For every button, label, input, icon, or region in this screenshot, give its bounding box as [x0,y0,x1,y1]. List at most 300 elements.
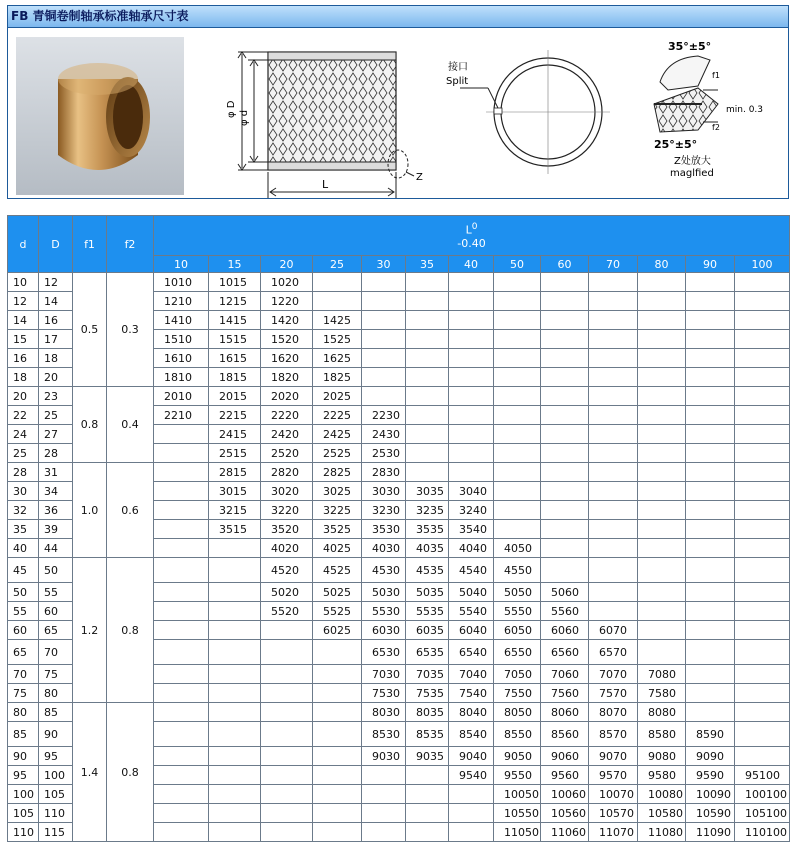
cell-part-number [494,330,541,349]
f1-label: f1 [712,71,720,80]
cell-part-number [735,330,790,349]
cell-part-number: 9090 [686,747,735,766]
cell-d: 35 [8,520,39,539]
table-row [8,703,790,722]
cell-part-number [589,558,638,583]
cell-part-number [209,766,261,785]
cell-part-number: 10590 [686,804,735,823]
cell-part-number [494,406,541,425]
cell-f1: 1.2 [73,558,107,703]
cell-part-number: 2820 [261,463,313,482]
cell-part-number [638,621,686,640]
L-upper-tolerance: 0 [471,222,478,233]
cell-part-number [261,785,313,804]
cell-part-number [589,425,638,444]
cell-part-number [638,558,686,583]
cell-part-number [449,273,494,292]
cell-part-number [406,311,449,330]
cell-part-number: 7080 [638,665,686,684]
cell-part-number [589,539,638,558]
cell-part-number [449,785,494,804]
cell-part-number [541,330,589,349]
cell-part-number [735,406,790,425]
cell-D: 25 [39,406,73,425]
cell-part-number: 5020 [261,583,313,602]
cell-part-number: 9550 [494,766,541,785]
cell-part-number: 9560 [541,766,589,785]
cell-part-number [735,558,790,583]
cell-D: 85 [39,703,73,722]
cell-part-number [362,273,406,292]
cell-part-number: 2210 [154,406,209,425]
cell-part-number: 4030 [362,539,406,558]
cell-part-number [541,539,589,558]
z-detail-cn: Z处放大 [674,156,711,167]
cell-part-number: 1020 [261,273,313,292]
cell-D: 115 [39,823,73,842]
cell-d: 22 [8,406,39,425]
cell-d: 40 [8,539,39,558]
cell-d: 105 [8,804,39,823]
split-label-cn: 接口 [448,62,468,73]
cell-part-number: 5035 [406,583,449,602]
cell-part-number: 3520 [261,520,313,539]
cell-part-number [638,273,686,292]
cell-part-number [154,621,209,640]
cell-part-number [735,311,790,330]
cell-d: 70 [8,665,39,684]
cell-part-number: 11050 [494,823,541,842]
cell-part-number [406,425,449,444]
cell-part-number [154,558,209,583]
cell-d: 32 [8,501,39,520]
length-header-70: 70 [589,256,638,273]
cell-part-number [541,311,589,330]
cell-part-number: 5025 [313,583,362,602]
cell-part-number [261,621,313,640]
f2-label: f2 [712,123,720,132]
cell-part-number [735,501,790,520]
cell-part-number: 8550 [494,722,541,747]
cell-part-number [541,349,589,368]
cell-part-number: 2415 [209,425,261,444]
cell-part-number [406,406,449,425]
cell-part-number: 2825 [313,463,362,482]
cell-part-number: 8580 [638,722,686,747]
cell-d: 18 [8,368,39,387]
cell-D: 14 [39,292,73,311]
cell-part-number: 7050 [494,665,541,684]
cell-part-number: 7550 [494,684,541,703]
cell-part-number [589,330,638,349]
cell-part-number [313,747,362,766]
cell-part-number [735,703,790,722]
cell-part-number [686,406,735,425]
cell-part-number [406,463,449,482]
cell-part-number: 8035 [406,703,449,722]
cell-part-number: 10060 [541,785,589,804]
cell-part-number: 11060 [541,823,589,842]
cell-part-number: 5560 [541,602,589,621]
cell-part-number [638,520,686,539]
cell-part-number [494,520,541,539]
length-header-60: 60 [541,256,589,273]
cell-part-number [209,539,261,558]
cell-D: 23 [39,387,73,406]
cell-part-number [313,665,362,684]
cell-part-number [406,387,449,406]
cell-part-number [154,747,209,766]
cell-part-number [261,766,313,785]
cell-part-number [362,785,406,804]
cell-part-number: 1415 [209,311,261,330]
cell-part-number [735,640,790,665]
cell-part-number: 1615 [209,349,261,368]
cell-part-number [154,722,209,747]
cell-d: 24 [8,425,39,444]
cell-part-number: 4520 [261,558,313,583]
cell-part-number [494,368,541,387]
cell-d: 75 [8,684,39,703]
cell-part-number [541,387,589,406]
dimension-table-wrapper [7,215,789,842]
cell-part-number [686,444,735,463]
cell-part-number [638,602,686,621]
cell-part-number [313,785,362,804]
cell-part-number: 7570 [589,684,638,703]
cell-part-number [686,482,735,501]
cell-part-number [362,292,406,311]
cell-part-number [541,406,589,425]
header-panel [7,5,789,199]
cell-f2: 0.6 [107,463,154,558]
cell-part-number [209,602,261,621]
cell-part-number [686,583,735,602]
cell-f2: 0.8 [107,558,154,703]
cell-part-number [449,444,494,463]
cell-part-number [686,463,735,482]
cell-part-number [261,703,313,722]
length-header-80: 80 [638,256,686,273]
cell-part-number [735,273,790,292]
cell-part-number: 1410 [154,311,209,330]
cell-part-number: 100100 [735,785,790,804]
cell-part-number: 5050 [494,583,541,602]
cell-D: 18 [39,349,73,368]
cell-part-number: 1825 [313,368,362,387]
cell-part-number: 10090 [686,785,735,804]
cell-part-number: 4535 [406,558,449,583]
cell-d: 16 [8,349,39,368]
cell-part-number [638,640,686,665]
cell-part-number [735,349,790,368]
cell-part-number [154,583,209,602]
cell-part-number: 6050 [494,621,541,640]
cell-part-number [406,349,449,368]
cell-part-number: 1010 [154,273,209,292]
cell-part-number [209,747,261,766]
cell-part-number [494,482,541,501]
cell-d: 95 [8,766,39,785]
cell-part-number [406,766,449,785]
angle-bottom-label: 25°±5° [654,138,698,151]
angle-top-label: 35°±5° [668,40,712,53]
cell-part-number: 2520 [261,444,313,463]
cell-part-number [362,311,406,330]
cell-part-number: 8040 [449,703,494,722]
min-label: min. 0.3 [726,105,764,115]
cell-D: 80 [39,684,73,703]
cell-part-number [686,539,735,558]
cell-part-number: 1510 [154,330,209,349]
cell-D: 50 [39,558,73,583]
cell-part-number [541,292,589,311]
cell-part-number: 6025 [313,621,362,640]
cell-part-number [406,292,449,311]
cell-part-number: 3525 [313,520,362,539]
cell-d: 30 [8,482,39,501]
cell-part-number [154,684,209,703]
cell-part-number [638,292,686,311]
cell-part-number: 95100 [735,766,790,785]
cell-part-number: 7060 [541,665,589,684]
cell-part-number [494,349,541,368]
cell-part-number [735,722,790,747]
cell-part-number [449,387,494,406]
cell-part-number [406,804,449,823]
cell-part-number [313,640,362,665]
cell-part-number: 6550 [494,640,541,665]
cell-part-number [589,602,638,621]
cell-D: 39 [39,520,73,539]
cell-part-number [313,766,362,785]
cell-part-number: 2815 [209,463,261,482]
cell-part-number: 9080 [638,747,686,766]
cell-part-number [154,785,209,804]
cell-part-number: 1815 [209,368,261,387]
cell-d: 50 [8,583,39,602]
cell-part-number: 3020 [261,482,313,501]
table-row [8,463,790,482]
cell-part-number [154,640,209,665]
cell-D: 55 [39,583,73,602]
cell-D: 60 [39,602,73,621]
cell-part-number [541,463,589,482]
cell-part-number: 9050 [494,747,541,766]
cell-part-number: 7035 [406,665,449,684]
cell-part-number [449,425,494,444]
bearing-photo [16,37,184,195]
cell-part-number: 10580 [638,804,686,823]
cell-part-number: 6070 [589,621,638,640]
cell-part-number: 1420 [261,311,313,330]
cell-part-number: 3515 [209,520,261,539]
cell-part-number [449,368,494,387]
cell-f2: 0.4 [107,387,154,463]
cell-part-number [589,368,638,387]
cell-part-number [638,406,686,425]
cell-part-number [686,368,735,387]
cell-part-number [735,602,790,621]
cell-f1: 0.5 [73,273,107,387]
cell-part-number: 11070 [589,823,638,842]
cell-part-number [686,640,735,665]
cell-part-number [735,463,790,482]
cell-d: 12 [8,292,39,311]
cell-part-number: 9040 [449,747,494,766]
cell-part-number: 8590 [686,722,735,747]
cell-part-number: 3240 [449,501,494,520]
cell-f2: 0.8 [107,703,154,842]
cell-part-number [638,311,686,330]
cell-part-number [362,349,406,368]
cell-part-number [154,444,209,463]
cell-part-number [313,804,362,823]
cell-part-number: 1625 [313,349,362,368]
cell-part-number: 1610 [154,349,209,368]
cell-part-number: 1520 [261,330,313,349]
cell-part-number [449,463,494,482]
cell-part-number [638,539,686,558]
cell-f1: 1.0 [73,463,107,558]
cell-part-number [261,640,313,665]
cell-part-number [686,273,735,292]
cell-part-number [735,387,790,406]
cell-part-number: 10570 [589,804,638,823]
cell-part-number: 8535 [406,722,449,747]
cell-part-number [686,292,735,311]
length-header-90: 90 [686,256,735,273]
cell-part-number [154,501,209,520]
cell-part-number: 7560 [541,684,589,703]
cell-part-number [209,684,261,703]
cell-part-number [589,520,638,539]
cell-d: 85 [8,722,39,747]
cell-part-number: 10070 [589,785,638,804]
length-header-40: 40 [449,256,494,273]
cell-part-number: 5540 [449,602,494,621]
cell-part-number [406,368,449,387]
cell-part-number: 2530 [362,444,406,463]
cell-part-number [154,425,209,444]
cell-d: 14 [8,311,39,330]
table-row [8,387,790,406]
L-lower-tolerance: -0.40 [457,236,486,250]
bronze-bushing-image [16,37,184,195]
cell-part-number: 2430 [362,425,406,444]
cell-part-number [209,703,261,722]
cell-part-number: 4035 [406,539,449,558]
side-view-drawing [226,52,423,198]
cell-part-number: 2830 [362,463,406,482]
cell-d: 80 [8,703,39,722]
cell-part-number: 3025 [313,482,362,501]
cell-part-number: 10550 [494,804,541,823]
cell-D: 44 [39,539,73,558]
cell-part-number [589,349,638,368]
cell-part-number: 6040 [449,621,494,640]
cell-part-number [362,368,406,387]
cell-part-number [686,501,735,520]
cell-part-number: 9590 [686,766,735,785]
cell-part-number [686,703,735,722]
cell-part-number: 2420 [261,425,313,444]
cell-part-number [261,684,313,703]
cell-part-number: 10560 [541,804,589,823]
cell-part-number: 4025 [313,539,362,558]
cell-part-number [209,583,261,602]
cell-part-number: 3230 [362,501,406,520]
cell-part-number: 2020 [261,387,313,406]
cell-part-number [406,273,449,292]
cell-part-number [494,444,541,463]
cell-part-number: 1810 [154,368,209,387]
cell-d: 110 [8,823,39,842]
cell-part-number [541,558,589,583]
cell-part-number: 6530 [362,640,406,665]
cell-part-number: 4040 [449,539,494,558]
cell-part-number: 6060 [541,621,589,640]
cell-part-number: 6535 [406,640,449,665]
cell-part-number: 3030 [362,482,406,501]
cell-part-number [261,804,313,823]
cell-part-number: 9070 [589,747,638,766]
cell-part-number [638,463,686,482]
cell-part-number [209,621,261,640]
cell-part-number [589,311,638,330]
cell-part-number [494,292,541,311]
cell-part-number [735,684,790,703]
cell-part-number: 8560 [541,722,589,747]
cell-part-number [735,539,790,558]
length-header-20: 20 [261,256,313,273]
cell-part-number: 10080 [638,785,686,804]
cell-part-number [449,311,494,330]
header-f2: f2 [107,216,154,273]
cell-part-number [261,665,313,684]
length-header-25: 25 [313,256,362,273]
cell-part-number: 2230 [362,406,406,425]
cell-D: 34 [39,482,73,501]
cell-part-number [154,482,209,501]
cell-part-number: 3015 [209,482,261,501]
cell-part-number [494,425,541,444]
cell-D: 28 [39,444,73,463]
cell-part-number [686,621,735,640]
cell-D: 36 [39,501,73,520]
z-detail-en: maglfied [670,168,714,179]
cell-part-number [541,273,589,292]
cell-part-number [686,387,735,406]
cell-part-number: 3530 [362,520,406,539]
cell-D: 105 [39,785,73,804]
header-d: d [8,216,39,273]
cell-part-number: 7070 [589,665,638,684]
cell-part-number [449,406,494,425]
cell-part-number [154,463,209,482]
cell-part-number [209,785,261,804]
cell-part-number [541,368,589,387]
cell-part-number: 6570 [589,640,638,665]
cell-part-number [589,444,638,463]
cell-part-number [541,482,589,501]
cell-part-number [541,444,589,463]
cell-part-number [589,501,638,520]
cell-part-number [735,520,790,539]
cell-D: 90 [39,722,73,747]
length-header-15: 15 [209,256,261,273]
header-f1: f1 [73,216,107,273]
